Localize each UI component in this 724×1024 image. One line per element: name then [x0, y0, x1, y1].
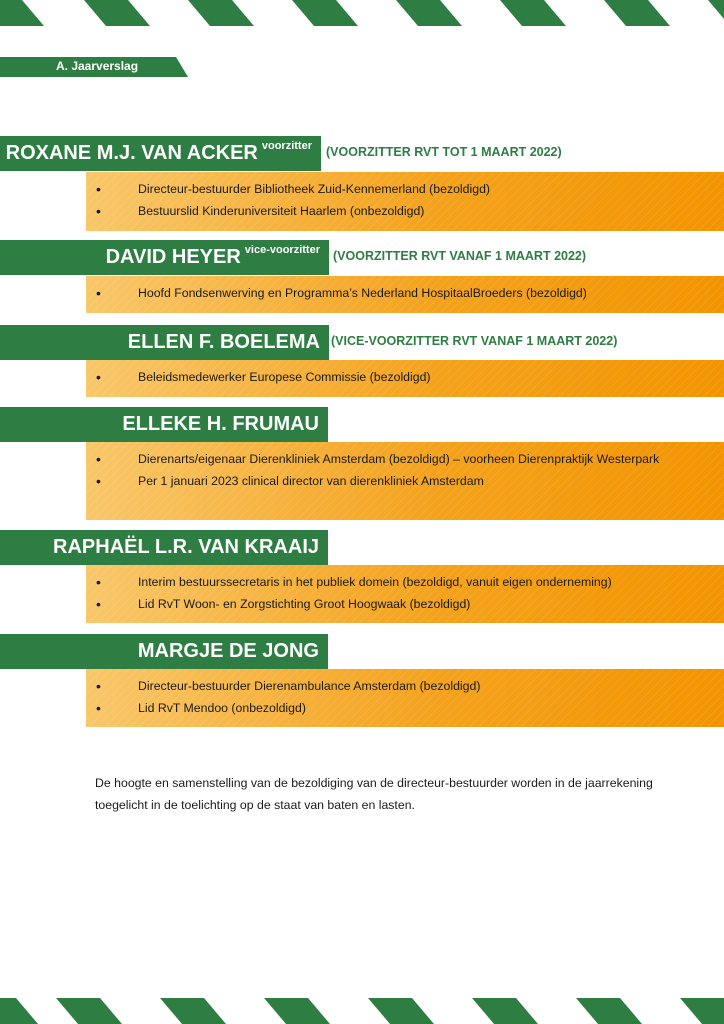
member-name-bar — [0, 634, 328, 669]
member-name: ELLEKE H. FRUMAU — [122, 413, 319, 435]
list-item: • Beleidsmedewerker Europese Commissie (bezoldigd) — [116, 366, 704, 388]
bullet-icon: • — [96, 181, 101, 197]
list-item: • Directeur-bestuurder Dierenambulance Amsterdam (bezoldigd) — [116, 675, 704, 697]
member-term-note: (VOORZITTER RVT TOT 1 MAART 2022) — [326, 145, 562, 159]
list-item: • Bestuurslid Kinderuniversiteit Haarlem (onbezoldigd) — [116, 200, 704, 222]
member-name: ROXANE M.J. VAN ACKER — [5, 142, 258, 164]
member-term-note: (VICE-VOORZITTER RVT VANAF 1 MAART 2022) — [331, 334, 618, 348]
member-positions-box — [86, 565, 724, 623]
section-tag — [0, 57, 188, 77]
bullet-icon: • — [96, 285, 101, 301]
member-name-bar — [0, 530, 328, 565]
member-positions-box — [86, 442, 724, 520]
member-role: voorzitter — [261, 140, 312, 152]
bullet-icon: • — [96, 574, 101, 590]
member-name-bar — [0, 136, 321, 171]
bullet-icon: • — [96, 700, 101, 716]
bullet-icon: • — [96, 596, 101, 612]
list-item: • Directeur-bestuurder Bibliotheek Zuid-Kennemerland (bezoldigd) — [116, 178, 704, 200]
member-name-bar — [0, 407, 328, 442]
bullet-icon: • — [96, 451, 101, 467]
member-positions-box — [86, 669, 724, 727]
section-tag-label: A. Jaarverslag — [56, 59, 139, 73]
member-term-note: (VOORZITTER RVT VANAF 1 MAART 2022) — [333, 249, 587, 263]
member-role: vice-voorzitter — [244, 244, 320, 256]
list-item: • Per 1 januari 2023 clinical director van dierenkliniek Amsterdam — [116, 470, 704, 492]
member-name: RAPHAËL L.R. VAN KRAAIJ — [53, 536, 319, 558]
member-name: DAVID HEYER — [105, 246, 241, 268]
list-item: • Interim bestuurssecretaris in het publiek domein (bezoldigd, vanuit eigen onderneming) — [116, 571, 704, 593]
list-item: • Dierenarts/eigenaar Dierenkliniek Amsterdam (bezoldigd) – voorheen Dierenpraktijk Westerpark — [116, 448, 704, 470]
member-positions-box — [86, 276, 724, 313]
list-item: • Hoofd Fondsenwerving en Programma’s Nederland HospitaalBroeders (bezoldigd) — [116, 282, 704, 304]
list-item: • Lid RvT Mendoo (onbezoldigd) — [116, 697, 704, 719]
member-name-bar — [0, 325, 329, 360]
list-item: • Lid RvT Woon- en Zorgstichting Groot Hoogwaak (bezoldigd) — [116, 593, 704, 615]
member-positions-box — [86, 360, 724, 397]
member-name-bar — [0, 240, 329, 275]
bullet-icon: • — [96, 369, 101, 385]
member-positions-box — [86, 172, 724, 231]
bottom-stripe-border — [0, 998, 724, 1024]
bullet-icon: • — [96, 203, 101, 219]
top-stripe-border — [0, 0, 724, 26]
closing-paragraph: De hoogte en samenstelling van de bezoldiging van de directeur-bestuurder worden in de jaarrekening toegelicht in de toelichting op de staat van baten en lasten. — [95, 776, 653, 813]
member-name: MARGJE DE JONG — [137, 640, 319, 662]
bullet-icon: • — [96, 678, 101, 694]
member-name: ELLEN F. BOELEMA — [127, 331, 320, 353]
bullet-icon: • — [96, 473, 101, 489]
